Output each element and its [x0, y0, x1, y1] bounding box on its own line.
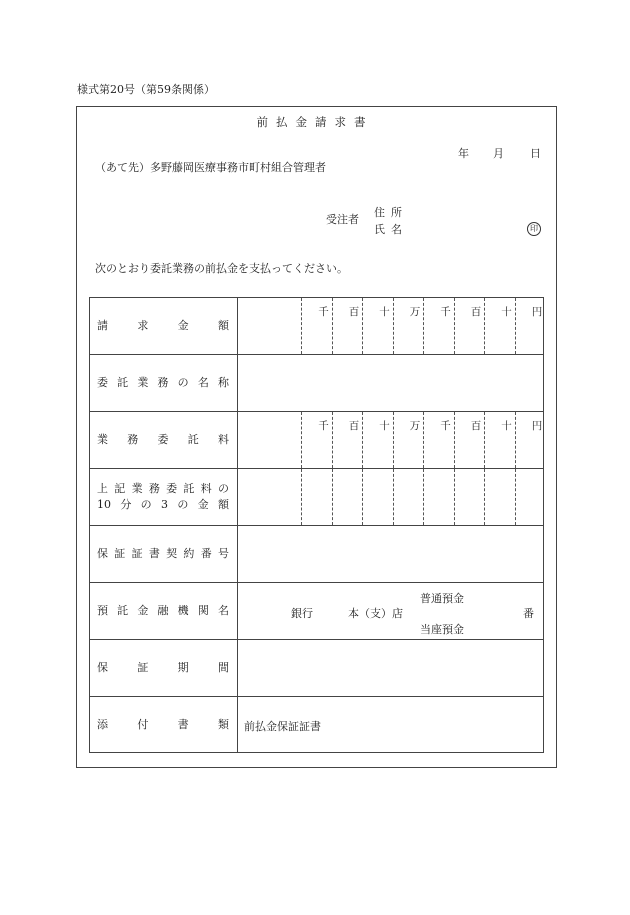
addressee: （あて先）多野藤岡医療事務市町村組合管理者: [95, 161, 326, 174]
digit-column: [362, 298, 394, 354]
guarantee-period-field[interactable]: [238, 640, 543, 696]
row-label-line1: 上記業務委託料の: [97, 482, 229, 495]
digit-column: [454, 469, 486, 525]
row-label: 業務委託料: [97, 433, 229, 447]
digit-column: [484, 298, 516, 354]
digit-column: [515, 412, 547, 468]
digit-unit-label: 十: [501, 306, 512, 318]
fee-digit-grid[interactable]: [238, 412, 543, 468]
digit-column: [301, 412, 333, 468]
row-label: 請求金額: [97, 319, 229, 333]
intro-text: 次のとおり委託業務の前払金を支払ってください。: [95, 262, 348, 275]
digit-column: [454, 298, 486, 354]
page-title: 前払金請求書: [256, 115, 374, 129]
digit-column: [393, 412, 425, 468]
digit-unit-label: 十: [379, 306, 390, 318]
digit-column: [423, 412, 455, 468]
table-row-contract-fee: [90, 412, 543, 469]
contractor-address-label: 住所: [374, 206, 408, 219]
row-label-line2: 10分の3の金額: [97, 498, 229, 511]
digit-unit-label: 千: [318, 420, 329, 432]
digit-unit-label: 千: [440, 420, 451, 432]
branch-suffix: 本（支）店: [348, 607, 403, 620]
digit-unit-label: 百: [348, 306, 360, 318]
digit-column: [515, 469, 547, 525]
current-deposit-option[interactable]: 当座預金: [420, 623, 464, 636]
digit-unit-label: 円: [531, 306, 543, 318]
table-row-attachments: [90, 697, 543, 752]
date-day-label: 日: [530, 147, 541, 160]
row-label: 添付書類: [97, 717, 229, 731]
digit-column: [332, 469, 364, 525]
digit-unit-label: 百: [348, 420, 360, 432]
digit-column: [362, 469, 394, 525]
table-row-task-name: [90, 355, 543, 412]
table-row-bank: [90, 583, 543, 640]
row-label: 委託業務の名称: [97, 376, 229, 390]
digit-unit-label: 千: [440, 306, 451, 318]
attachment-value: 前払金保証証書: [244, 720, 321, 733]
table-row-three-tenths: [90, 469, 543, 526]
digit-column: [484, 469, 516, 525]
digit-column: [332, 298, 364, 354]
table-row-request-amount: [90, 298, 543, 355]
digit-column: [484, 412, 516, 468]
digit-unit-label: 百: [470, 306, 482, 318]
date-month-label: 月: [493, 147, 504, 160]
digit-unit-label: 万: [409, 306, 421, 318]
digit-column: [393, 298, 425, 354]
table-row-guarantee-period: [90, 640, 543, 697]
digit-unit-label: 十: [501, 420, 512, 432]
digit-unit-label: 十: [379, 420, 390, 432]
three-tenths-digit-grid[interactable]: [238, 469, 543, 525]
ordinary-deposit-option[interactable]: 普通預金: [420, 592, 464, 605]
account-number-suffix: 番: [523, 607, 534, 620]
bank-suffix: 銀行: [291, 607, 313, 620]
date-year-label: 年: [458, 147, 469, 160]
attachments-field[interactable]: [238, 697, 543, 752]
digit-column: [362, 412, 394, 468]
row-label: 預託金融機関名: [97, 604, 229, 618]
digit-column: [301, 298, 333, 354]
digit-unit-label: 千: [318, 306, 329, 318]
digit-column: [515, 298, 547, 354]
contractor-name-label: 氏名: [374, 223, 408, 236]
digit-column: [423, 469, 455, 525]
digit-unit-label: 百: [470, 420, 482, 432]
digit-column: [393, 469, 425, 525]
guarantee-number-field[interactable]: [238, 526, 543, 582]
digit-column: [301, 469, 333, 525]
table-row-guarantee-number: [90, 526, 543, 583]
row-label: 保証証書契約番号: [97, 547, 229, 561]
amount-digit-grid[interactable]: [238, 298, 543, 354]
contractor-label: 受注者: [326, 213, 359, 226]
row-label: 保証期間: [97, 661, 229, 675]
task-name-field[interactable]: [238, 355, 543, 411]
digit-column: [423, 298, 455, 354]
digit-column: [332, 412, 364, 468]
digit-unit-label: 円: [531, 420, 543, 432]
request-table: [89, 297, 544, 753]
digit-unit-label: 万: [409, 420, 421, 432]
form-code: 様式第20号（第59条関係）: [77, 83, 215, 96]
seal-mark: 印: [527, 222, 541, 236]
bank-field[interactable]: [238, 583, 543, 639]
digit-column: [454, 412, 486, 468]
